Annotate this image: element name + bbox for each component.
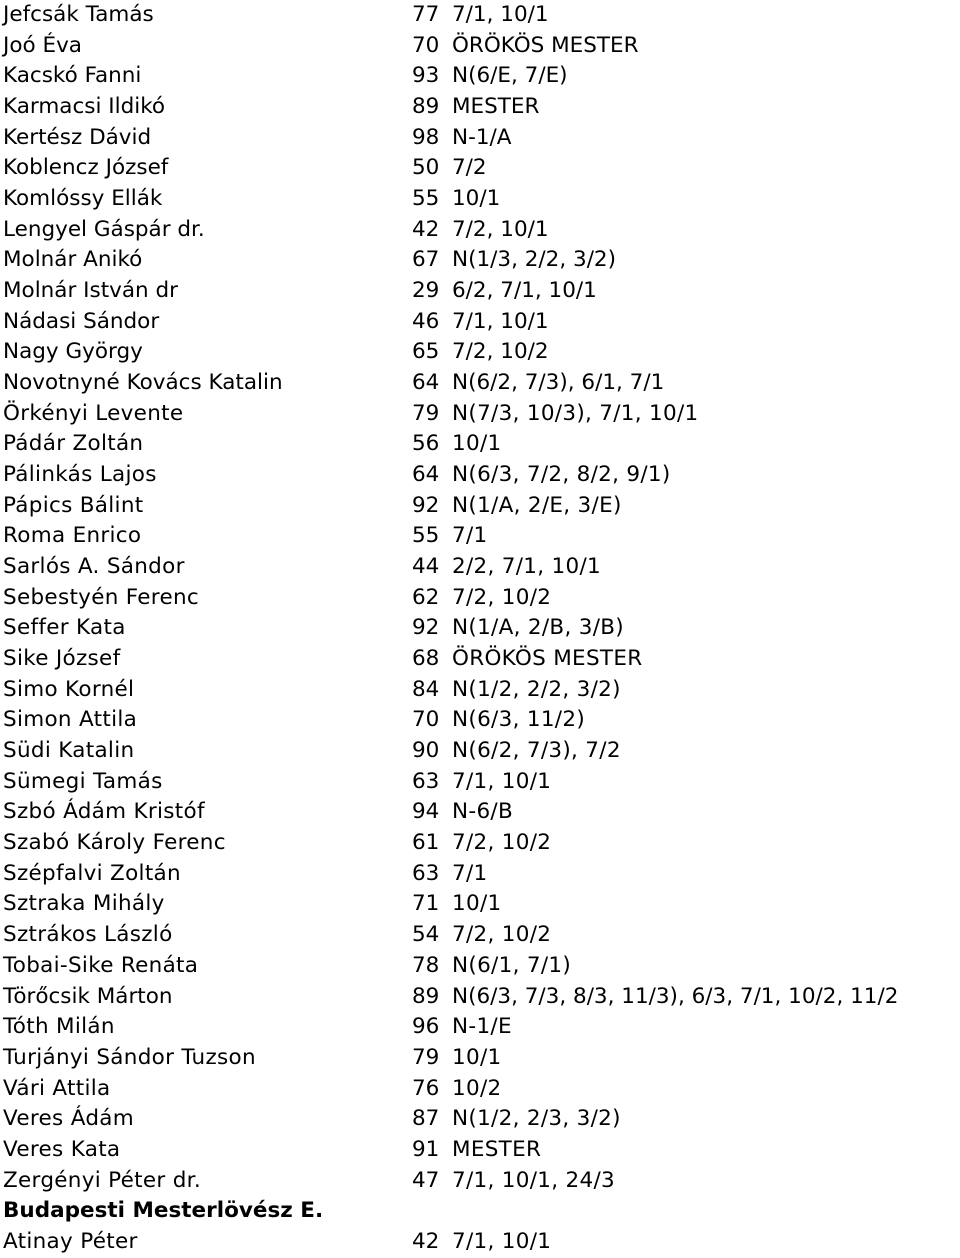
member-name: Sike József <box>3 646 121 672</box>
member-score: 71 <box>412 891 440 917</box>
member-name: Veres Kata <box>3 1136 121 1162</box>
member-classes: 7/1, 10/1 <box>452 1228 552 1254</box>
member-classes: N(6/2, 7/3), 7/2 <box>452 738 621 764</box>
list-item <box>0 123 960 154</box>
member-name: Joó Éva <box>3 32 82 58</box>
list-item <box>0 1135 960 1166</box>
list-item <box>0 307 960 338</box>
member-name: Pápics Bálint <box>3 492 144 518</box>
list-item <box>0 521 960 552</box>
member-name: Örkényi Levente <box>3 400 184 426</box>
member-score: 91 <box>412 1136 440 1162</box>
member-score: 64 <box>412 370 440 396</box>
section-heading <box>0 1196 960 1227</box>
member-name: Molnár István dr <box>3 278 178 304</box>
member-score: 89 <box>412 983 440 1009</box>
member-name: Seffer Kata <box>3 615 126 641</box>
member-score: 87 <box>412 1106 440 1132</box>
member-classes: MESTER <box>452 94 540 120</box>
member-score: 92 <box>412 615 440 641</box>
member-name: Szabó Károly Ferenc <box>3 830 226 856</box>
member-name: Nádasi Sándor <box>3 308 160 334</box>
list-item <box>0 276 960 307</box>
member-score: 44 <box>412 554 440 580</box>
list-item <box>0 491 960 522</box>
member-classes: 2/2, 7/1, 10/1 <box>452 554 602 580</box>
member-name: Simon Attila <box>3 707 138 733</box>
member-classes: 6/2, 7/1, 10/1 <box>452 278 597 304</box>
member-classes: N-6/B <box>452 799 514 825</box>
list-item <box>0 1227 960 1258</box>
list-item <box>0 552 960 583</box>
list-item <box>0 337 960 368</box>
member-score: 50 <box>412 155 440 181</box>
list-item <box>0 797 960 828</box>
member-name: Vári Attila <box>3 1075 111 1101</box>
list-item <box>0 460 960 491</box>
member-classes: N(6/1, 7/1) <box>452 952 572 978</box>
member-score: 79 <box>412 400 440 426</box>
member-classes: 10/1 <box>452 186 501 212</box>
member-name: Pálinkás Lajos <box>3 462 157 488</box>
member-name: Nagy György <box>3 339 143 365</box>
list-item <box>0 705 960 736</box>
member-name: Sümegi Tamás <box>3 768 163 794</box>
list-item <box>0 245 960 276</box>
member-classes: 7/2 <box>452 155 487 181</box>
member-classes: 7/2, 10/1 <box>452 216 549 242</box>
member-classes: 7/2, 10/2 <box>452 584 552 610</box>
member-name: Tobai-Sike Renáta <box>3 952 199 978</box>
member-score: 98 <box>412 124 440 150</box>
member-score: 84 <box>412 676 440 702</box>
list-item <box>0 92 960 123</box>
member-classes: 7/1, 10/1, 24/3 <box>452 1167 615 1193</box>
member-name: Sztraka Mihály <box>3 891 165 917</box>
member-score: 76 <box>412 1075 440 1101</box>
list-item <box>0 828 960 859</box>
member-name: Zergényi Péter dr. <box>3 1167 201 1193</box>
member-score: 65 <box>412 339 440 365</box>
list-item <box>0 1012 960 1043</box>
list-item <box>0 61 960 92</box>
member-score: 96 <box>412 1014 440 1040</box>
member-score: 63 <box>412 860 440 886</box>
member-name: Kertész Dávid <box>3 124 152 150</box>
member-name: Sztrákos László <box>3 922 173 948</box>
member-classes: N(1/A, 2/B, 3/B) <box>452 615 624 641</box>
member-score: 64 <box>412 462 440 488</box>
member-classes: 7/2, 10/2 <box>452 830 552 856</box>
list-item <box>0 0 960 31</box>
member-name: Simo Kornél <box>3 676 135 702</box>
member-name: Kacskó Fanni <box>3 63 142 89</box>
member-score: 78 <box>412 952 440 978</box>
member-classes: N(7/3, 10/3), 7/1, 10/1 <box>452 400 699 426</box>
member-name: Roma Enrico <box>3 523 142 549</box>
member-score: 90 <box>412 738 440 764</box>
member-classes: N(6/3, 7/2, 8/2, 9/1) <box>452 462 671 488</box>
member-score: 94 <box>412 799 440 825</box>
member-classes: N(6/E, 7/E) <box>452 63 568 89</box>
member-classes: 10/2 <box>452 1075 502 1101</box>
member-score: 42 <box>412 1228 440 1254</box>
list-item <box>0 215 960 246</box>
list-item <box>0 31 960 62</box>
member-classes: N(1/3, 2/2, 3/2) <box>452 247 617 273</box>
member-classes: 10/1 <box>452 1044 502 1070</box>
section-heading-text: Budapesti Mesterlövész E. <box>3 1198 324 1224</box>
member-name: Komlóssy Ellák <box>3 186 163 212</box>
list-item <box>0 675 960 706</box>
member-classes: 7/1, 10/1 <box>452 308 549 334</box>
member-name: Molnár Anikó <box>3 247 143 273</box>
list-item <box>0 736 960 767</box>
list-item <box>0 184 960 215</box>
member-classes: N(1/2, 2/3, 3/2) <box>452 1106 621 1132</box>
member-name: Törőcsik Márton <box>3 983 173 1009</box>
member-score: 92 <box>412 492 440 518</box>
member-score: 56 <box>412 431 440 457</box>
list-item <box>0 399 960 430</box>
member-score: 54 <box>412 922 440 948</box>
list-item <box>0 951 960 982</box>
member-classes: 10/1 <box>452 431 502 457</box>
member-score: 55 <box>412 186 440 212</box>
list-item <box>0 583 960 614</box>
member-name: Südi Katalin <box>3 738 135 764</box>
member-score: 70 <box>412 707 440 733</box>
member-score: 89 <box>412 94 440 120</box>
member-score: 55 <box>412 523 440 549</box>
member-name: Sebestyén Ferenc <box>3 584 200 610</box>
member-score: 93 <box>412 63 440 89</box>
member-score: 77 <box>412 2 440 27</box>
member-score: 63 <box>412 768 440 794</box>
member-classes: 10/1 <box>452 891 502 917</box>
member-score: 67 <box>412 247 440 273</box>
member-classes: N-1/E <box>452 1014 512 1040</box>
member-name: Koblencz József <box>3 155 169 181</box>
list-item <box>0 1166 960 1197</box>
member-score: 62 <box>412 584 440 610</box>
member-classes: 7/2, 10/2 <box>452 339 549 365</box>
member-name: Tóth Milán <box>3 1014 115 1040</box>
member-classes: N(1/A, 2/E, 3/E) <box>452 492 622 518</box>
list-item <box>0 1074 960 1105</box>
member-score: 47 <box>412 1167 440 1193</box>
member-name: Turjányi Sándor Tuzson <box>3 1044 256 1070</box>
member-classes: ÖRÖKÖS MESTER <box>452 32 639 58</box>
list-item <box>0 859 960 890</box>
member-score: 79 <box>412 1044 440 1070</box>
member-classes: 7/1, 10/1 <box>452 768 552 794</box>
member-score: 46 <box>412 308 440 334</box>
member-classes: 7/1 <box>452 860 488 886</box>
member-classes: 7/1, 10/1 <box>452 2 549 27</box>
member-score: 61 <box>412 830 440 856</box>
member-name: Veres Ádám <box>3 1106 134 1132</box>
member-name: Jefcsák Tamás <box>3 2 154 27</box>
member-name: Pádár Zoltán <box>3 431 144 457</box>
member-classes: ÖRÖKÖS MESTER <box>452 646 643 672</box>
member-name: Novotnyné Kovács Katalin <box>3 370 283 396</box>
list-item <box>0 644 960 675</box>
member-name: Sarlós A. Sándor <box>3 554 185 580</box>
list-item <box>0 153 960 184</box>
member-score: 29 <box>412 278 440 304</box>
list-item <box>0 1043 960 1074</box>
member-score: 42 <box>412 216 440 242</box>
list-item <box>0 767 960 798</box>
list-item <box>0 429 960 460</box>
member-classes: N-1/A <box>452 124 512 150</box>
list-item <box>0 613 960 644</box>
list-item <box>0 368 960 399</box>
member-score: 68 <box>412 646 440 672</box>
member-classes: 7/2, 10/2 <box>452 922 552 948</box>
member-name: Karmacsi Ildikó <box>3 94 166 120</box>
member-classes: N(6/3, 7/3, 8/3, 11/3), 6/3, 7/1, 10/2, 11/2 <box>452 983 899 1009</box>
member-classes: N(6/2, 7/3), 6/1, 7/1 <box>452 370 665 396</box>
member-name: Szépfalvi Zoltán <box>3 860 181 886</box>
member-classes: N(6/3, 11/2) <box>452 707 586 733</box>
member-classes: 7/1 <box>452 523 488 549</box>
list-item <box>0 982 960 1013</box>
member-classes: N(1/2, 2/2, 3/2) <box>452 676 621 702</box>
list-item <box>0 889 960 920</box>
list-item <box>0 920 960 951</box>
member-classes: MESTER <box>452 1136 542 1162</box>
list-item <box>0 1104 960 1135</box>
member-name: Szbó Ádám Kristóf <box>3 799 205 825</box>
member-name: Lengyel Gáspár dr. <box>3 216 205 242</box>
member-score: 70 <box>412 32 440 58</box>
member-name: Atinay Péter <box>3 1228 138 1254</box>
